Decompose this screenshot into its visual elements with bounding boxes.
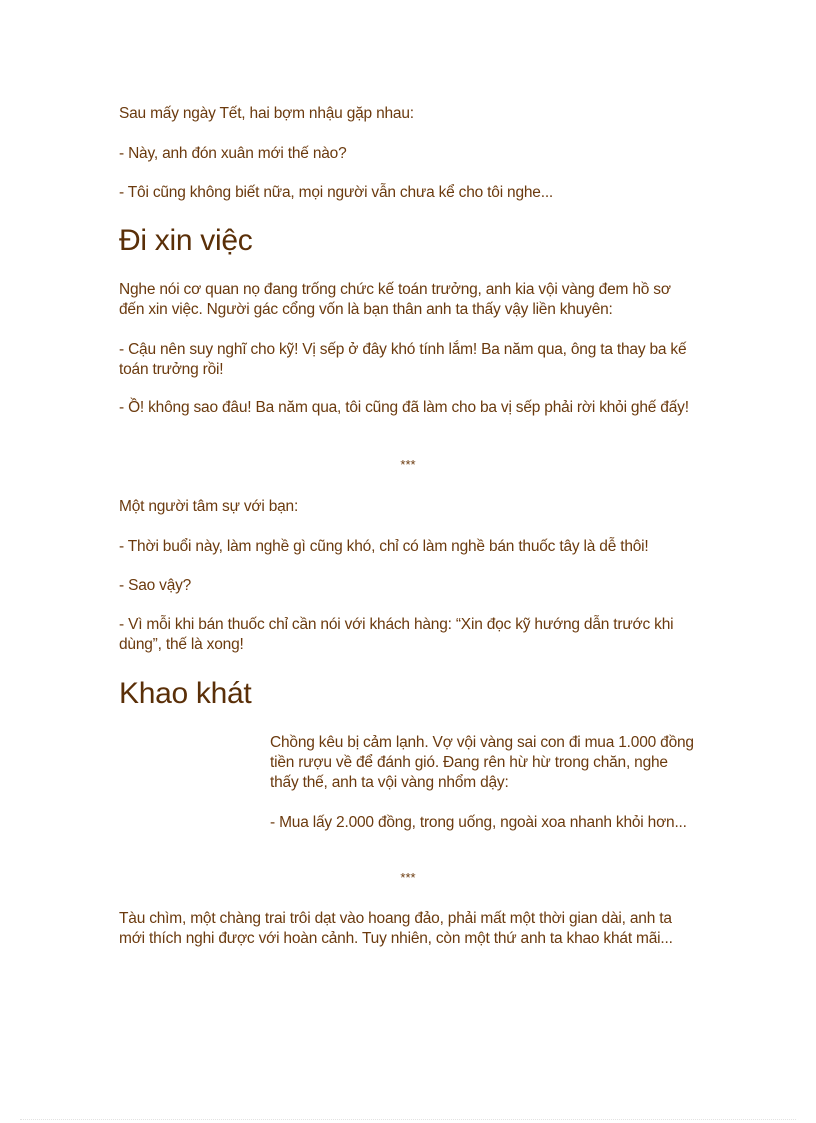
paragraph: - Sao vậy? [119, 577, 192, 594]
paragraph: - Thời buổi này, làm nghề gì cũng khó, chỉ có làm nghề bán thuốc tây là dễ thôi! [119, 538, 649, 555]
paragraph: - Cậu nên suy nghĩ cho kỹ! Vị sếp ở đây khó tính lắm! Ba năm qua, ông ta thay ba kế toán trưởng rồi! [119, 341, 687, 378]
paragraph: - Mua lấy 2.000 đồng, trong uống, ngoài xoa nhanh khỏi hơn... [270, 814, 687, 831]
separator: *** [400, 457, 416, 472]
paragraph: - Tôi cũng không biết nữa, mọi người vẫn chưa kể cho tôi nghe... [119, 184, 554, 201]
paragraph: Tàu chìm, một chàng trai trôi dạt vào hoang đảo, phải mất một thời gian dài, anh ta mới thích nghi được với hoàn cảnh. Tuy nhiên, còn một thứ anh ta khao khát mãi... [119, 910, 673, 947]
paragraph: - Này, anh đón xuân mới thế nào? [119, 145, 347, 162]
page-bottom-rule [20, 1119, 796, 1120]
separator: *** [400, 870, 416, 885]
paragraph: - Ồ! không sao đâu! Ba năm qua, tôi cũng đã làm cho ba vị sếp phải rời khỏi ghế đấy! [119, 399, 689, 416]
paragraph: Sau mấy ngày Tết, hai bợm nhậu gặp nhau: [119, 105, 414, 122]
paragraph: Một người tâm sự với bạn: [119, 498, 299, 515]
paragraph: Nghe nói cơ quan nọ đang trống chức kế toán trưởng, anh kia vội vàng đem hồ sơ đến xin việc. Người gác cổng vốn là bạn thân anh ta thấy vậy liền khuyên: [119, 281, 671, 318]
section-heading: Đi xin việc [119, 224, 253, 257]
paragraph: - Vì mỗi khi bán thuốc chỉ cần nói với khách hàng: “Xin đọc kỹ hướng dẫn trước khi dùng”, thế là xong! [119, 616, 674, 653]
paragraph: Chồng kêu bị cảm lạnh. Vợ vội vàng sai con đi mua 1.000 đồng tiền rượu về để đánh gió. Đang rên hừ hừ trong chăn, nghe thấy thế, anh ta vội vàng nhổm dậy: [270, 734, 694, 791]
section-heading: Khao khát [119, 677, 252, 710]
